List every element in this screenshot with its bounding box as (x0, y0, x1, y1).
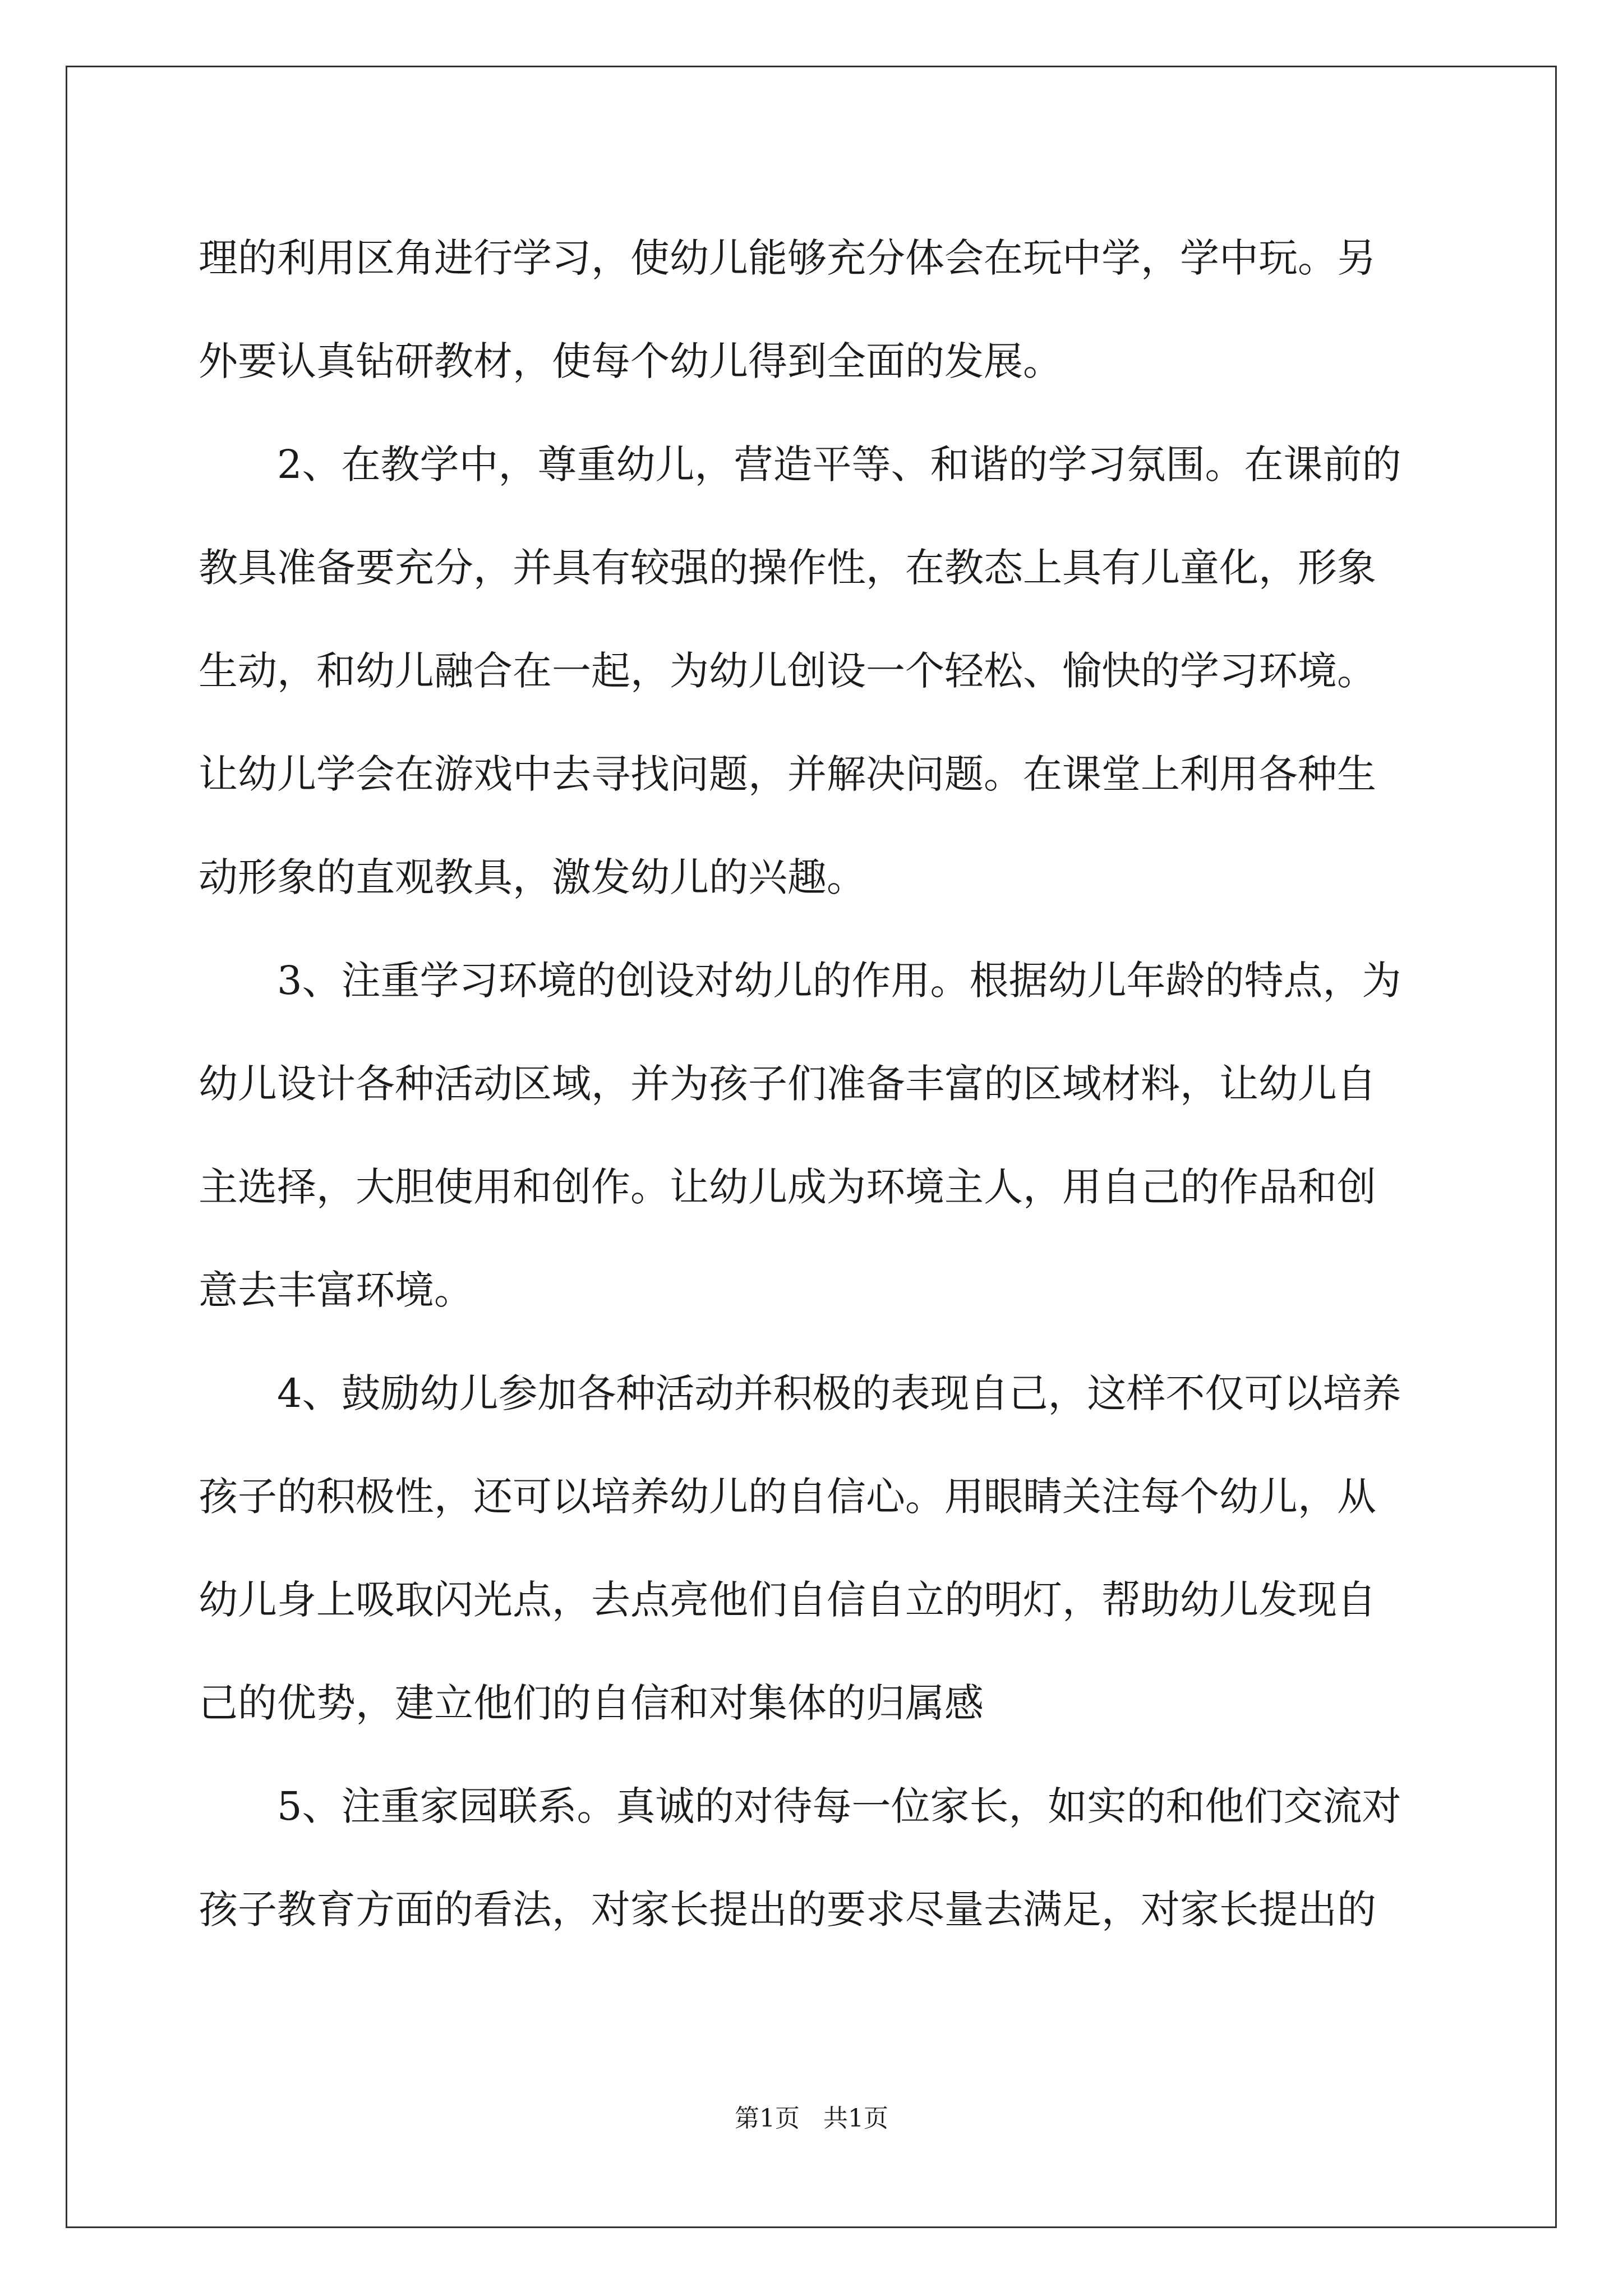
text-line: 主选择，大胆使用和创作。让幼儿成为环境主人，用自己的作品和创 (199, 1164, 1376, 1210)
text-line: 外要认真钻研教材，使每个幼儿得到全面的发展。 (199, 338, 1062, 384)
text-line: 意去丰富环境。 (199, 1267, 473, 1313)
page-footer: 第1页 共1页 (735, 2104, 888, 2133)
text-line: 4、鼓励幼儿参加各种活动并积极的表现自己，这样不仅可以培养 (277, 1370, 1401, 1416)
text-line: 2、在教学中，尊重幼儿，营造平等、和谐的学习氛围。在课前的 (277, 441, 1401, 487)
text-line: 教具准备要充分，并具有较强的操作性，在教态上具有儿童化，形象 (199, 545, 1376, 591)
text-line: 5、注重家园联系。真诚的对待每一位家长，如实的和他们交流对 (277, 1783, 1401, 1829)
text-line: 幼儿身上吸取闪光点，去点亮他们自信自立的明灯，帮助幼儿发现自 (199, 1577, 1376, 1623)
text-line: 让幼儿学会在游戏中去寻找问题，并解决问题。在课堂上利用各种生 (199, 751, 1376, 797)
text-line: 3、注重学习环境的创设对幼儿的作用。根据幼儿年龄的特点，为 (277, 958, 1401, 1004)
text-line: 幼儿设计各种活动区域，并为孩子们准备丰富的区域材料，让幼儿自 (199, 1061, 1376, 1107)
document-body (199, 206, 1432, 1961)
text-line: 孩子教育方面的看法，对家长提出的要求尽量去满足，对家长提出的 (199, 1887, 1376, 1932)
text-line: 理的利用区角进行学习，使幼儿能够充分体会在玩中学，学中玩。另 (199, 235, 1376, 281)
text-line: 孩子的积极性，还可以培养幼儿的自信心。用眼睛关注每个幼儿，从 (199, 1474, 1376, 1520)
text-line: 动形象的直观教具，激发幼儿的兴趣。 (199, 854, 866, 900)
text-line: 生动，和幼儿融合在一起，为幼儿创设一个轻松、愉快的学习环境。 (199, 648, 1376, 694)
text-line: 己的优势，建立他们的自信和对集体的归属感 (199, 1680, 984, 1726)
